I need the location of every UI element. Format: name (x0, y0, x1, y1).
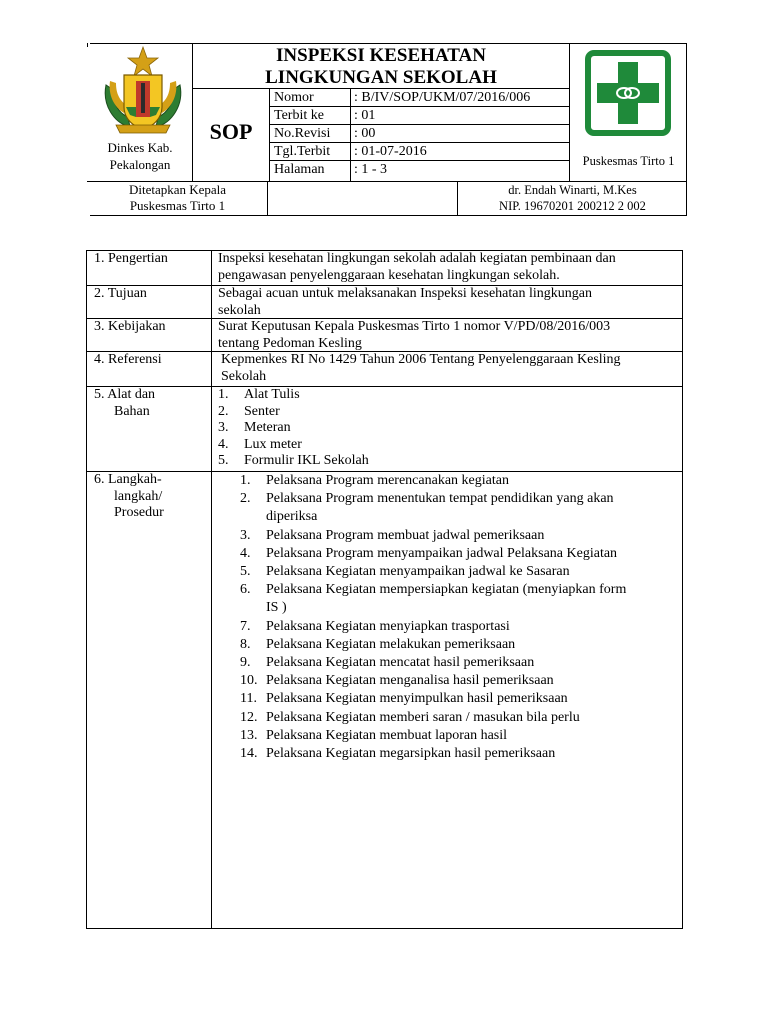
list-text: Pelaksana Kegiatan mempersiapkan kegiatan (menyiapkan form (266, 582, 627, 598)
label-line: Bahan (114, 403, 150, 419)
list-item (240, 563, 680, 581)
list-text-continued: diperiksa (266, 509, 318, 525)
puskesmas-logo (585, 50, 671, 136)
list-item (218, 453, 678, 470)
header-frame-left-tick (87, 43, 88, 47)
content-line: tentang Pedoman Kesling (218, 335, 362, 351)
content-line: Surat Keputusan Kepala Puskesmas Tirto 1 nomor V/PD/08/2016/003 (218, 319, 611, 334)
list-item (240, 672, 680, 690)
list-text: Pelaksana Kegiatan memberi saran / masukan bila perlu (266, 709, 580, 725)
document-title (193, 45, 569, 89)
list-number: 1. (240, 473, 251, 488)
dinkes-emblem-logo (100, 45, 186, 135)
list-text: Pelaksana Kegiatan membuat laporan hasil (266, 727, 508, 743)
row-label-langkah (94, 472, 164, 522)
alat-list (218, 387, 678, 470)
list-number: 2. (240, 491, 251, 507)
ditetapkan-label (88, 182, 267, 214)
document-title-line2: LINGKUNGAN SEKOLAH (265, 67, 497, 88)
list-item (240, 527, 680, 545)
row-label-referensi: 4. Referensi (94, 352, 162, 367)
row-label-alat (94, 387, 155, 420)
row-content-kebijakan (218, 319, 680, 352)
list-text-continued: IS ) (266, 600, 287, 616)
list-number: 13. (240, 727, 258, 743)
list-number: 11. (240, 691, 257, 707)
meta-value: : B/IV/SOP/UKM/07/2016/006 (354, 90, 531, 105)
meta-label: Tgl.Terbit (274, 144, 331, 159)
list-text: Pelaksana Kegiatan menyimpulkan hasil pemeriksaan (266, 691, 568, 707)
list-item (240, 581, 680, 617)
row-content-tujuan (218, 286, 680, 319)
signer-nip: NIP. 19670201 200212 2 002 (499, 199, 646, 213)
puskesmas-label: Puskesmas Tirto 1 (582, 154, 675, 168)
list-text: Pelaksana Program menentukan tempat pendidikan yang akan (266, 491, 614, 507)
content-line: Kepmenkes RI No 1429 Tahun 2006 Tentang Penyelenggaraan Kesling (221, 352, 621, 367)
list-number: 3. (218, 420, 229, 435)
row-content-referensi (221, 352, 681, 385)
row-label-kebijakan: 3. Kebijakan (94, 319, 166, 334)
list-number: 3. (240, 527, 251, 543)
list-item (240, 745, 680, 763)
meta-value: : 1 - 3 (354, 162, 388, 177)
content-line: sekolah (218, 302, 261, 318)
meta-value: : 01-07-2016 (354, 144, 427, 159)
list-text: Alat Tulis (244, 387, 300, 402)
list-number: 4. (218, 436, 229, 452)
meta-label: Halaman (274, 162, 325, 177)
list-text: Lux meter (244, 436, 302, 452)
list-number: 12. (240, 709, 258, 725)
content-line: pengawasan penyelenggaraan kesehatan lingkungan sekolah. (218, 267, 560, 283)
meta-row-revisi (270, 125, 569, 143)
list-number: 7. (240, 618, 251, 634)
list-item (218, 437, 678, 454)
list-text: Pelaksana Program membuat jadwal pemeriksaan (266, 527, 545, 543)
label-line: 5. Alat dan (94, 387, 156, 402)
row-content-pengertian (218, 251, 680, 284)
signer-block (458, 182, 687, 214)
list-item (218, 420, 678, 437)
list-text: Pelaksana Kegiatan megarsipkan hasil pemeriksaan (266, 746, 556, 762)
document-meta-table (270, 89, 569, 181)
list-text: Pelaksana Kegiatan mencatat hasil pemeriksaan (266, 655, 535, 671)
row-label-pengertian: 1. Pengertian (94, 251, 168, 266)
list-item (240, 690, 680, 708)
list-number: 9. (240, 655, 251, 671)
ditetapkan-line1: Ditetapkan Kepala (128, 182, 227, 197)
meta-row-terbit (270, 107, 569, 125)
content-line: Sebagai acuan untuk melaksanakan Inspeksi kesehatan lingkungan (218, 286, 592, 301)
list-number: 6. (240, 582, 251, 598)
list-number: 14. (240, 746, 258, 762)
list-number: 1. (218, 387, 229, 402)
list-text: Meteran (244, 420, 291, 435)
list-text: Pelaksana Kegiatan menganalisa hasil pemeriksaan (266, 673, 554, 689)
list-item (240, 636, 680, 654)
document-title-line1: INSPEKSI KESEHATAN (276, 45, 486, 66)
list-item (240, 472, 680, 490)
meta-label: No.Revisi (274, 126, 331, 141)
divider-sign-left (267, 181, 268, 216)
list-number: 4. (240, 545, 251, 561)
list-item (218, 404, 678, 421)
langkah-list (240, 472, 680, 763)
list-text: Pelaksana Kegiatan melakukan pemeriksaan (266, 636, 516, 652)
list-number: 2. (218, 403, 229, 419)
list-number: 5. (218, 453, 229, 468)
list-text: Senter (244, 403, 280, 419)
meta-value: : 01 (354, 108, 376, 123)
list-item (240, 618, 680, 636)
label-line: langkah/ (114, 488, 163, 504)
meta-value: : 00 (354, 126, 376, 141)
list-number: 8. (240, 636, 251, 652)
list-number: 10. (240, 673, 258, 689)
list-item (240, 654, 680, 672)
meta-label: Nomor (274, 90, 314, 105)
row-label-tujuan: 2. Tujuan (94, 286, 147, 301)
list-item (240, 727, 680, 745)
ditetapkan-line2: Puskesmas Tirto 1 (129, 198, 226, 213)
list-item (240, 709, 680, 727)
meta-row-nomor (270, 89, 569, 107)
list-number: 5. (240, 564, 251, 580)
dinkes-label (92, 139, 188, 173)
content-line: Inspeksi kesehatan lingkungan sekolah adalah kegiatan pembinaan dan (218, 251, 616, 266)
list-text: Pelaksana Program menyampaikan jadwal Pelaksana Kegiatan (266, 545, 618, 561)
meta-label: Terbit ke (274, 108, 324, 123)
meta-row-halaman (270, 161, 569, 178)
label-line: Prosedur (114, 505, 164, 520)
list-item (240, 490, 680, 526)
list-text: Pelaksana Program merencanakan kegiatan (266, 473, 509, 488)
label-line: 6. Langkah- (94, 472, 162, 487)
dinkes-label-line2: Pekalongan (109, 157, 171, 172)
list-text: Pelaksana Kegiatan menyampaikan jadwal ke Sasaran (266, 564, 570, 580)
list-text: Formulir IKL Sekolah (244, 453, 369, 468)
sop-label: SOP (209, 119, 253, 144)
list-item (218, 387, 678, 404)
content-line: Sekolah (221, 368, 267, 384)
list-text: Pelaksana Kegiatan menyiapkan trasportasi (266, 618, 510, 634)
signer-name: dr. Endah Winarti, M.Kes (508, 183, 637, 197)
list-item (240, 545, 680, 563)
meta-row-tgl-terbit (270, 143, 569, 161)
dinkes-label-line1: Dinkes Kab. (107, 140, 173, 155)
